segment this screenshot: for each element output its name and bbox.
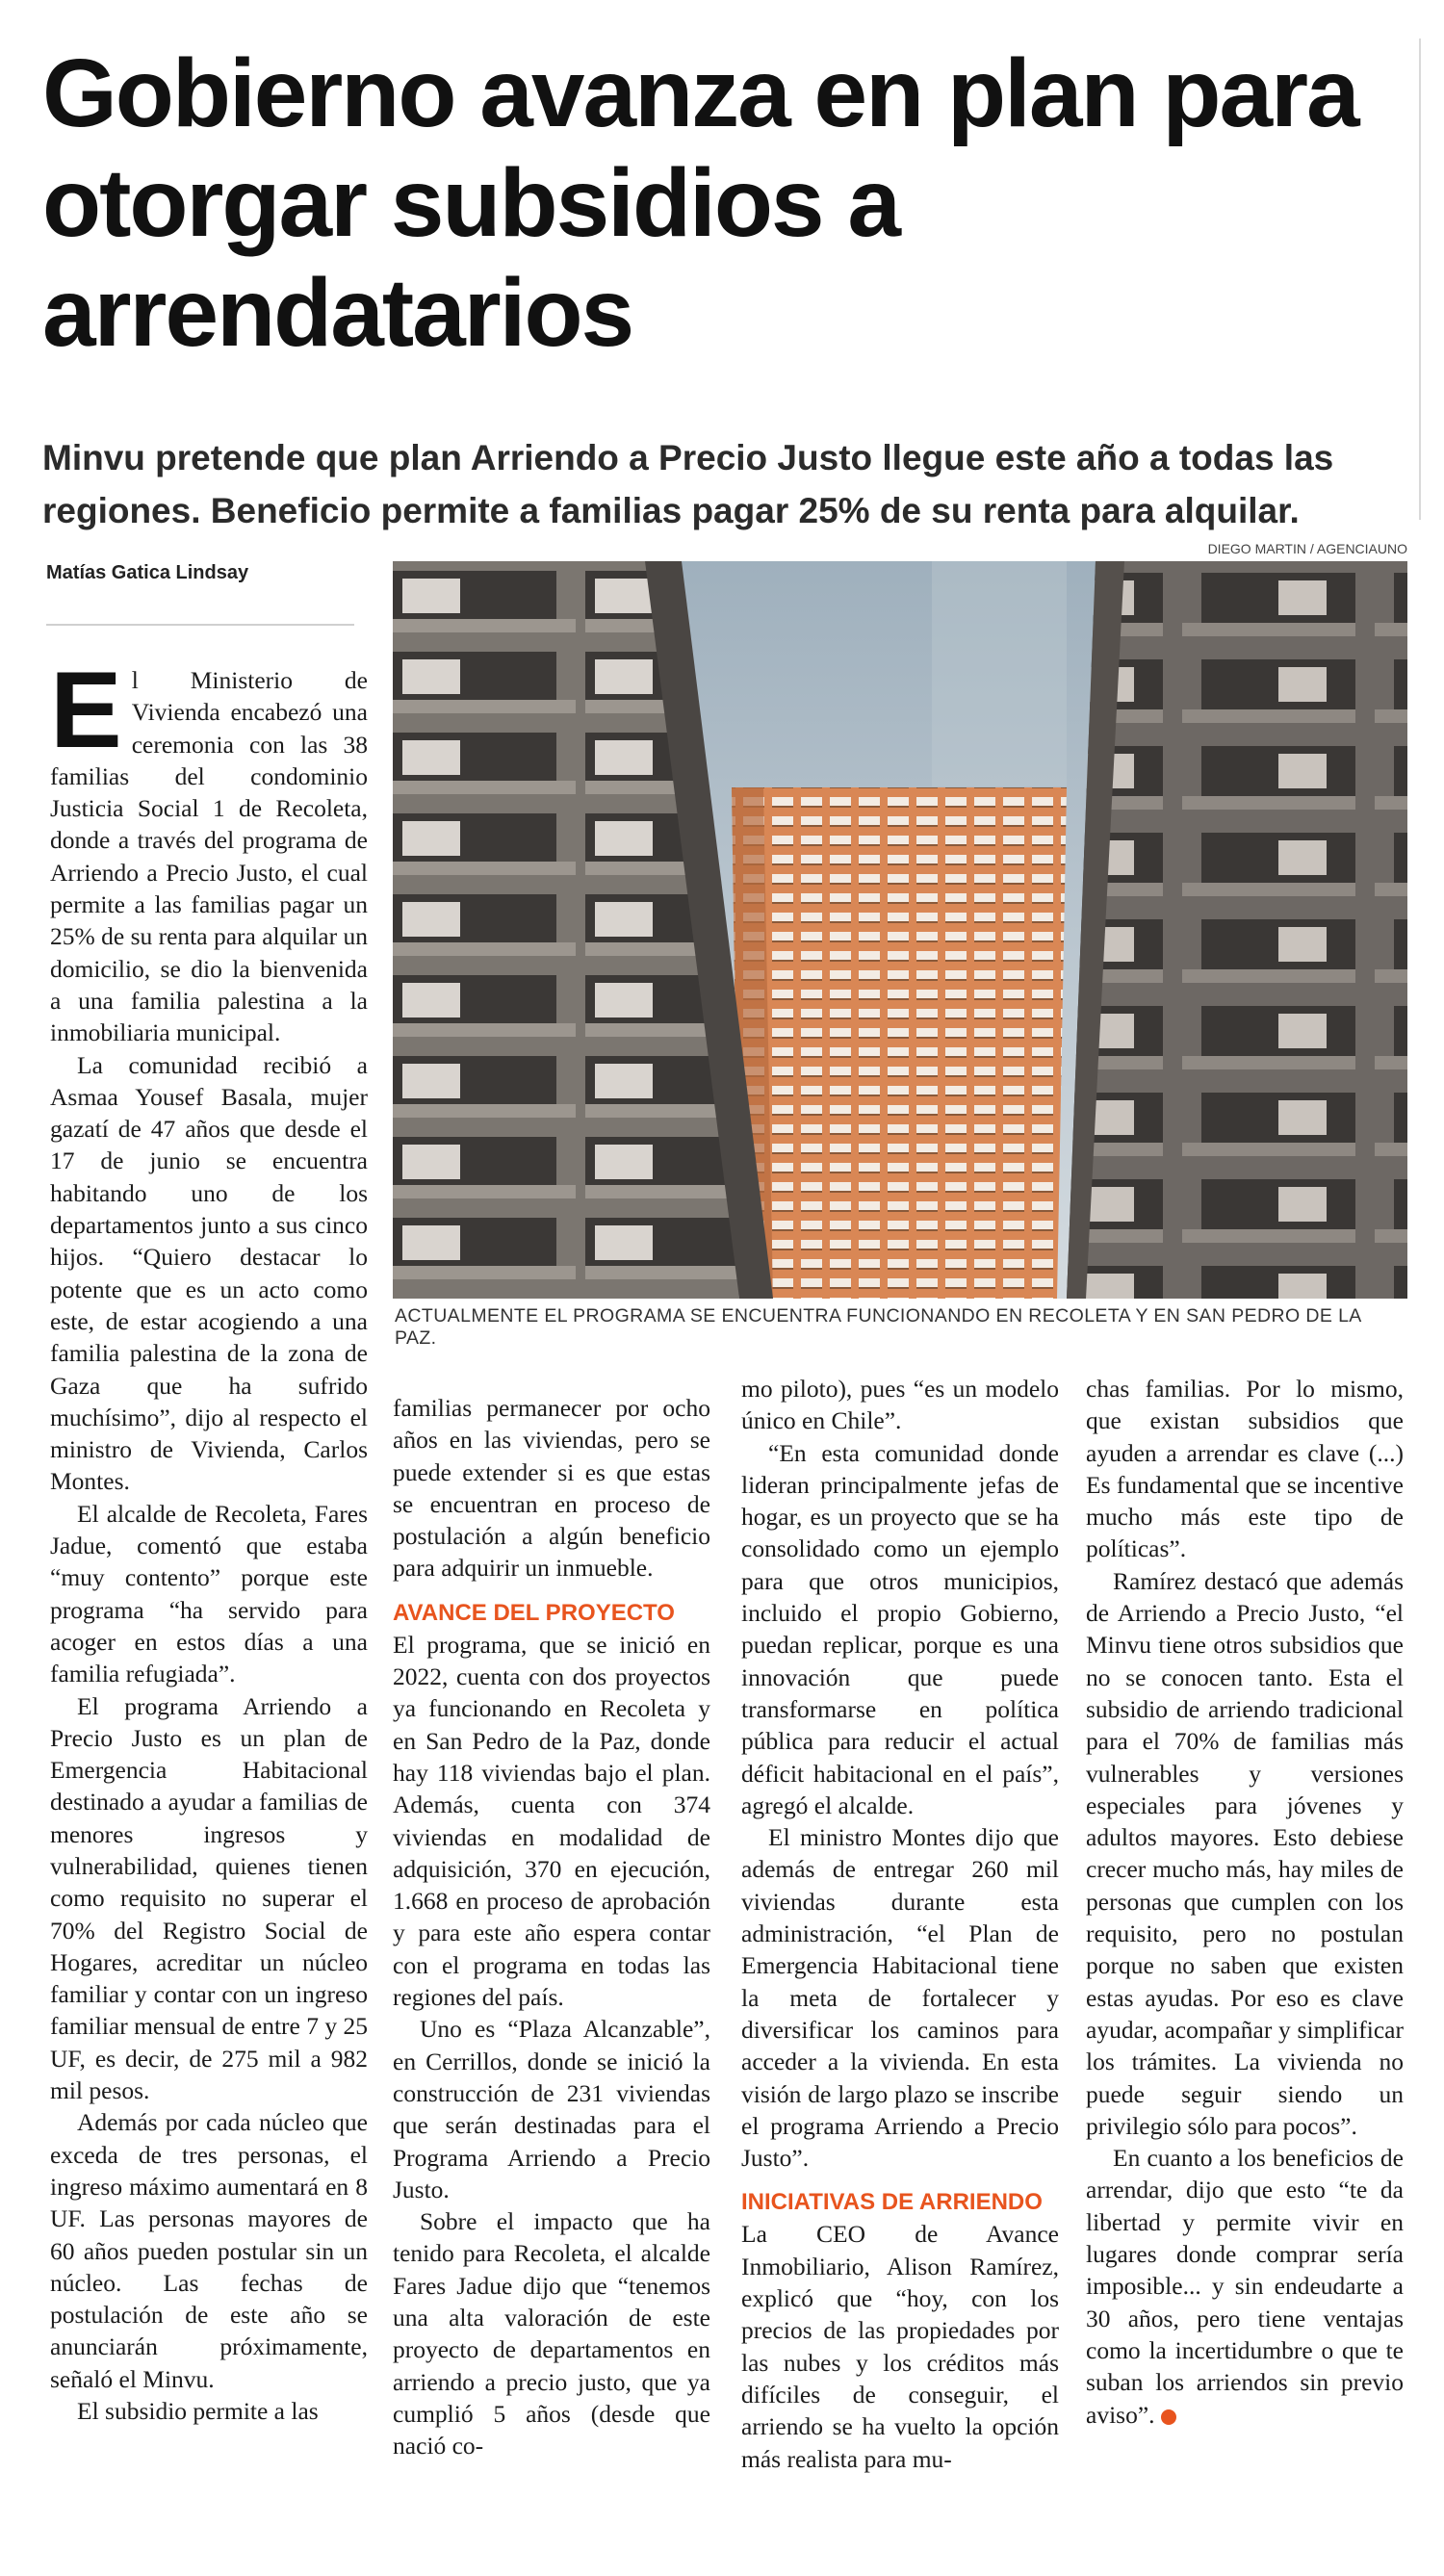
article-photo: [393, 561, 1407, 1299]
paragraph: El programa, que se inició en 2022, cuenta con dos proyectos ya funcionando en Recoleta y en San Pedro de la Paz, donde hay 118 viviendas bajo el plan. Además, cuenta con 374 viviendas en modalidad de adquisición, 370 en ejecución, 1.668 en proceso de aprobación y para este año espera contar con el programa en todas las regiones del país.: [393, 1630, 710, 2012]
photo-credit: DIEGO MARTIN / AGENCIAUNO: [1207, 541, 1407, 556]
paragraph: Sobre el impacto que ha tenido para Recoleta, el alcalde Fares Jadue dijo que “tenemos una alta valoración de este proyecto de departamentos en arriendo a precio justo, que ya cumplió 5 años (desde que nació co-: [393, 2207, 710, 2460]
paragraph: El programa Arriendo a Precio Justo es un plan de Emergencia Habitacional destinado a ayudar a familias de menores ingresos y vulnerabilidad, quienes tienen como requisito no superar el 70% del Registro Social de Hogares, acreditar un núcleo familiar y contar con un ingreso familiar mensual de entre 7 y 25 UF, es decir, de 275 mil a 982 mil pesos.: [50, 1691, 368, 2105]
byline: Matías Gatica Lindsay: [46, 562, 249, 583]
drop-cap: E: [50, 650, 122, 770]
paragraph: chas familias. Por lo mismo, que existan subsidios que ayuden a arrendar es clave (...) Es fundamental que se incentive mucho más este tipo de políticas”.: [1086, 1375, 1404, 1563]
paragraph: El subsidio permite a las: [77, 2397, 319, 2426]
right-margin-rule: [1419, 39, 1421, 520]
article-column-4: [1086, 1373, 1404, 2431]
paragraph: mo piloto), pues “es un modelo único en Chile”.: [741, 1375, 1059, 1435]
paragraph: [1086, 2142, 1404, 2431]
apartment-buildings-illustration: [393, 561, 1407, 1299]
paragraph: familias permanecer por ocho años en las viviendas, pero se puede extender si es que estas se encuentran en proceso de postulación a algún beneficio para adquirir un inmueble.: [393, 1394, 710, 1583]
paragraph-text: l Ministerio de Vivienda encabezó una ceremonia con las 38 familias del condominio Justicia Social 1 de Recoleta, donde a través del programa de Arriendo a Precio Justo, el cual permite a las familias pagar un 25% de su renta para alquilar un domicilio, se dio la bienvenida a una familia palestina a la inmobiliaria municipal.: [50, 666, 368, 1047]
paragraph: [50, 650, 368, 1049]
paragraph-text: En cuanto a los beneficios de arrendar, dijo que esto “te da libertad y permite vivir en lugares donde comprar sería imposible... y sin endeudarte a 30 años, pero tiene ventajas como la incertidumbre o que te suban los arriendos sin previo aviso”.: [1086, 2144, 1404, 2429]
headline: Gobierno avanza en plan para otorgar subsidios a arrendatarios: [42, 39, 1358, 367]
subheadline: Minvu pretende que plan Arriendo a Precio Justo llegue este año a todas las regiones. Beneficio permite a familias pagar 25% de su renta para alquilar.: [42, 438, 1334, 530]
paragraph: El alcalde de Recoleta, Fares Jadue, comentó que estaba “muy contento” porque este programa “ha servido para acoger en estos días a una familia refugiada”.: [50, 1499, 368, 1688]
paragraph: Además por cada núcleo que exceda de tres personas, el ingreso máximo aumentará en 8 UF. Las personas mayores de 60 años pueden postular sin un núcleo. Las fechas de postulación de este año se anunciarán próximamente, señaló el Minvu.: [50, 2108, 368, 2393]
byline-divider: [46, 624, 354, 626]
article-column-2: [393, 1392, 710, 2462]
paragraph: La CEO de Avance Inmobiliario, Alison Ramírez, explicó que “hoy, con los precios de las propiedades por las nubes y los créditos más difíciles de conseguir, el arriendo se ha vuelto la opción más realista para mu-: [741, 2220, 1059, 2473]
paragraph: Uno es “Plaza Alcanzable”, en Cerrillos, donde se inició la construcción de 231 viviendas que serán destinadas para el Programa Arriendo a Precio Justo.: [393, 2015, 710, 2203]
article-column-1: [50, 650, 368, 2427]
section-heading: AVANCE DEL PROYECTO: [393, 1599, 675, 1626]
paragraph: “En esta comunidad donde lideran principalmente jefas de hogar, es un proyecto que se ha consolidado como un ejemplo para que otros municipios, incluido el propio Gobierno, puedan replicar, porque es una innovación que puede transformarse en política pública para reducir el actual déficit habitacional en el país”, agregó el alcalde.: [741, 1438, 1059, 1819]
paragraph: La comunidad recibió a Asmaa Yousef Basala, mujer gazatí de 47 años que desde el 17 de junio se encuentra habitando uno de los departamentos junto a sus cinco hijos. “Quiero destacar lo potente que es un acto como este, de estar acogiendo a una familia palestina de la zona de Gaza que ha sufrido muchísimo”, dijo al respecto el ministro de Vivienda, Carlos Montes.: [50, 1050, 368, 1496]
photo-caption: ACTUALMENTE EL PROGRAMA SE ENCUENTRA FUNCIONANDO EN RECOLETA Y EN SAN PEDRO DE LA PAZ.: [395, 1305, 1361, 1349]
section-heading: INICIATIVAS DE ARRIENDO: [741, 2189, 1043, 2216]
article-column-3: [741, 1373, 1059, 2475]
paragraph: Ramírez destacó que además de Arriendo a Precio Justo, “el Minvu tiene otros subsidios que no se conocen tanto. Esta el subsidio de arriendo tradicional para el 70% de familias más vulnerables y versiones especiales para jóvenes y adultos mayores. Esto debiese crecer mucho más, hay miles de personas que cumplen con los requisito, pero no postulan porque no saben que existen estas ayudas. Por eso es clave ayudar, acompañar y simplificar los trámites. La vivienda no puede seguir siendo un privilegio sólo para pocos”.: [1086, 1566, 1404, 2140]
paragraph: El ministro Montes dijo que además de entregar 260 mil viviendas durante esta administración, “el Plan de Emergencia Habitacional tiene la meta de fortalecer y diversificar los caminos para acceder a la vivienda. En esta visión de largo plazo se inscribe el programa Arriendo a Precio Justo”.: [741, 1823, 1059, 2173]
end-of-article-icon: ✪: [1161, 2409, 1176, 2425]
